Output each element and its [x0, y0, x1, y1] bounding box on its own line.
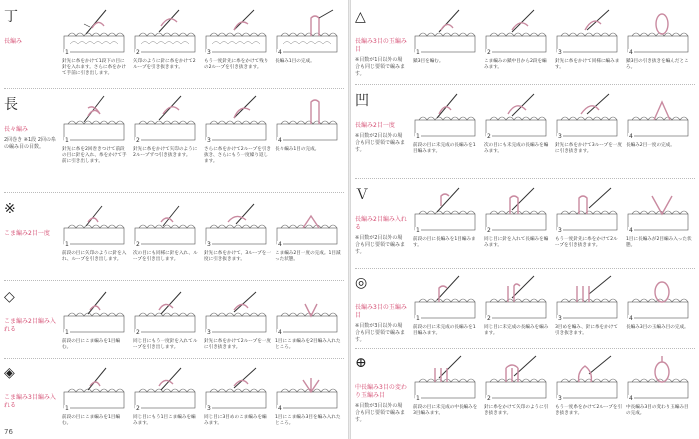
stitch-note: ※目数が2目以外の場合も同じ要領で編みます。	[355, 133, 406, 153]
crochet-illustration	[555, 6, 622, 56]
step-caption: 前段の目に未完成の中長編みを3目編みます。	[413, 405, 478, 417]
step-number: 2	[136, 405, 140, 412]
step-caption: 3目めを編み、針に糸をかけて引き抜きます。	[555, 325, 618, 337]
stitch-note: ※目数が3目以外の場合も同じ要領で編みます。	[355, 323, 406, 343]
step	[413, 6, 480, 71]
step	[204, 198, 271, 263]
step-caption: 鎖3目の引き抜きを編んだところ。	[626, 59, 689, 71]
left-page	[0, 0, 348, 439]
crochet-illustration	[204, 6, 271, 56]
stitch-glyph: ※	[4, 201, 16, 217]
step	[626, 6, 693, 71]
step	[275, 94, 342, 166]
crochet-illustration	[133, 94, 200, 144]
step-number: 4	[629, 227, 633, 234]
step-caption: 針先に糸をかけて3ループを一度に引き抜きます。	[555, 143, 623, 155]
stitch-name: 中長編み3目の変わり玉編み目	[355, 384, 407, 399]
step-caption: 矢印のように針に糸をかけて2ループを引き抜きます。	[133, 59, 196, 71]
step-caption: 長編み3目の玉編み目の完成。	[626, 325, 689, 330]
step-caption: 前段の目に未完成の長編みを1目編みます。	[413, 325, 476, 337]
step-caption: 針先に糸を2回巻きつけて前段の目に針を入れ、糸をかけて手前に引き出します。	[62, 147, 127, 165]
stitch-name: こま編み2目一度	[4, 230, 50, 237]
step-caption: こま編み2目一度の完成。1目減った状態。	[275, 251, 341, 263]
step-number: 3	[558, 227, 562, 234]
stitch-glyph: ◈	[4, 365, 15, 381]
crochet-illustration	[413, 90, 480, 140]
crochet-illustration	[133, 286, 200, 336]
step	[204, 362, 271, 427]
step-caption: 同じ目に未完成の長編みを編みます。	[484, 325, 549, 337]
stitch-row	[351, 88, 699, 176]
step-caption: もう一度針先に糸をかけて残りの2ループを引き抜きます。	[204, 59, 269, 71]
step	[133, 6, 200, 78]
step-number: 1	[65, 49, 69, 56]
crochet-illustration	[62, 286, 129, 336]
crochet-illustration	[204, 198, 271, 248]
crochet-illustration	[133, 6, 200, 56]
stitch-name: 長編み3目の玉編み目	[355, 304, 407, 319]
step	[484, 6, 551, 71]
step-caption: 前段の目にこま編みを1目編む。	[62, 339, 121, 351]
stitch-note: ※目数が1目以外の場合も同じ要領で編みます。	[355, 57, 406, 77]
crochet-illustration	[555, 352, 622, 402]
crochet-illustration	[204, 94, 271, 144]
step-caption: 1目にこま編み3目を編み入れたところ。	[275, 415, 341, 427]
step-caption: 針先に糸をかけて同様に編みます。	[555, 59, 620, 71]
divider	[4, 358, 344, 359]
crochet-illustration	[484, 90, 551, 140]
step-caption: もう一度針先に糸をかけて2ループを引き抜きます。	[555, 237, 618, 249]
stitch-row	[351, 4, 699, 84]
stitch-symbol	[4, 290, 56, 334]
step-number: 3	[558, 133, 562, 140]
step-number: 1	[416, 49, 420, 56]
stitch-glyph: ⊕	[355, 355, 367, 371]
divider	[4, 88, 344, 89]
crochet-illustration	[62, 94, 129, 144]
step-number: 2	[487, 133, 491, 140]
step	[275, 286, 342, 351]
step	[484, 352, 551, 417]
step-number: 3	[207, 49, 211, 56]
step	[555, 272, 622, 337]
step-number: 1	[416, 227, 420, 234]
step-number: 4	[629, 133, 633, 140]
step-number: 4	[278, 49, 282, 56]
step-caption: 同じ目に3目めのこま編みを編みます。	[204, 415, 267, 427]
step	[413, 352, 480, 417]
step-number: 1	[416, 315, 420, 322]
step-number: 2	[136, 329, 140, 336]
step-number: 3	[558, 315, 562, 322]
stitch-note: ※目数が3目以外の場合も同じ要領で編みます。	[355, 403, 406, 423]
crochet-illustration	[413, 184, 480, 234]
step-number: 1	[65, 137, 69, 144]
step-number: 4	[278, 405, 282, 412]
step-caption: 次の目にも未完成の長編みを編みます。	[484, 143, 549, 155]
step	[626, 272, 693, 337]
step-number: 1	[65, 405, 69, 412]
stitch-row	[0, 4, 348, 84]
step-caption: こま編みの鎖中目から2段を編みます。	[484, 59, 547, 71]
step-caption: さらに糸をかけて2ループを引き抜き、さらにもう一度繰り返します。	[204, 147, 272, 165]
step	[484, 272, 551, 337]
step-caption: 針先に糸をかけて1段下の目に針を入れます。さらに糸をかけて手前に引き出します。	[62, 59, 126, 77]
step	[275, 198, 342, 263]
step-number: 2	[487, 315, 491, 322]
step-caption: 長編み2目一度の完成。	[626, 143, 675, 148]
crochet-illustration	[413, 272, 480, 322]
step-caption: 針先に糸をかけて、3ループを一度に引き抜きます。	[204, 251, 271, 263]
step	[204, 286, 271, 351]
step	[555, 90, 622, 155]
crochet-illustration	[133, 198, 200, 248]
stitch-row	[351, 182, 699, 268]
crochet-illustration	[626, 352, 693, 402]
step	[626, 352, 693, 417]
step-number: 2	[136, 49, 140, 56]
crochet-illustration	[204, 362, 271, 412]
step	[555, 352, 622, 417]
stitch-note: ※目数が2目以外の場合も同じ要領で編みます。	[355, 235, 406, 255]
divider	[355, 348, 695, 349]
divider	[355, 84, 695, 85]
step-caption: 同じ目に針を入れて長編みを編みます。	[484, 237, 549, 249]
stitch-name: こま編み2目編み入れる	[4, 318, 56, 333]
step-caption: 前段の目に矢印のように針を入れ、ループを引き出します。	[62, 251, 127, 263]
stitch-glyph: △	[355, 9, 366, 25]
step	[484, 184, 551, 249]
stitch-glyph: Ｖ	[355, 187, 369, 203]
step-number: 4	[278, 329, 282, 336]
step-number: 2	[487, 227, 491, 234]
step-caption: 前段の目に長編みを1目編みます。	[413, 237, 476, 249]
step	[626, 90, 693, 155]
crochet-illustration	[275, 198, 342, 248]
crochet-illustration	[62, 198, 129, 248]
step-caption: 鎖3目を編む。	[413, 59, 444, 64]
stitch-name: 長々編み	[4, 126, 29, 133]
stitch-glyph: 長	[4, 97, 18, 113]
step-number: 3	[207, 329, 211, 336]
stitch-symbol	[355, 276, 407, 344]
crochet-illustration	[555, 90, 622, 140]
step-number: 3	[558, 49, 562, 56]
stitch-name: 長編み	[4, 38, 23, 45]
crochet-illustration	[275, 6, 342, 56]
step-caption: 前段の目にこま編みを1目編む。	[62, 415, 121, 427]
step-caption: 長編み1目の完成。	[275, 59, 315, 64]
step	[133, 362, 200, 427]
step-number: 3	[207, 137, 211, 144]
stitch-glyph: 凹	[355, 93, 369, 109]
stitch-row	[351, 270, 699, 350]
crochet-illustration	[555, 184, 622, 234]
crochet-illustration	[484, 184, 551, 234]
stitch-symbol	[4, 202, 56, 238]
step-number: 2	[136, 241, 140, 248]
crochet-illustration	[275, 94, 342, 144]
crochet-illustration	[133, 362, 200, 412]
step-caption: 1目に長編みが2目編み入った状態。	[626, 237, 692, 249]
divider	[355, 178, 695, 179]
step-caption: 針先に糸をかけて2ループを一度に引き抜きます。	[204, 339, 272, 351]
stitch-glyph: 丁	[4, 9, 18, 25]
step	[275, 6, 342, 78]
divider	[4, 280, 344, 281]
step-number: 2	[487, 49, 491, 56]
step-caption: 針に糸をかけて矢印のように引き抜きます。	[484, 405, 549, 417]
page-number: 76	[4, 428, 13, 436]
step-number: 3	[207, 405, 211, 412]
stitch-symbol	[355, 188, 407, 256]
step-number: 1	[416, 133, 420, 140]
step	[133, 94, 200, 166]
crochet-illustration	[275, 362, 342, 412]
step	[133, 286, 200, 351]
crochet-illustration	[484, 6, 551, 56]
crochet-illustration	[626, 90, 693, 140]
step	[413, 272, 480, 337]
step	[555, 6, 622, 71]
step-number: 4	[278, 241, 282, 248]
step-number: 1	[65, 329, 69, 336]
stitch-row	[0, 92, 348, 182]
crochet-illustration	[626, 6, 693, 56]
crochet-illustration	[626, 184, 693, 234]
step-number: 1	[416, 395, 420, 402]
stitch-name: こま編み3目編み入れる	[4, 394, 56, 409]
stitch-name: 長編み3目の玉編み目	[355, 38, 407, 53]
crochet-illustration	[62, 362, 129, 412]
stitch-symbol	[4, 366, 56, 410]
step-caption: 同じ目にもう1目こま編みを編みます。	[133, 415, 196, 427]
step-number: 1	[65, 241, 69, 248]
step-caption: もう一度糸をかけて2ループを引き抜きます。	[555, 405, 623, 417]
stitch-symbol	[355, 10, 407, 78]
step-number: 2	[487, 395, 491, 402]
step-number: 3	[207, 241, 211, 248]
stitch-row	[0, 284, 348, 356]
divider	[355, 268, 695, 269]
step	[204, 94, 271, 166]
stitch-glyph: ◇	[4, 289, 15, 305]
step	[204, 6, 271, 78]
step-caption: 長々編み1目の完成。	[275, 147, 320, 152]
crochet-illustration	[484, 352, 551, 402]
crochet-illustration	[413, 6, 480, 56]
step-number: 4	[629, 315, 633, 322]
crochet-illustration	[484, 272, 551, 322]
step-caption: 次の目にも同様に針を入れ、ループを引き出します。	[133, 251, 198, 263]
step-number: 4	[629, 395, 633, 402]
crochet-illustration	[62, 6, 129, 56]
stitch-note: 2回巻き ※1段 2回の糸の編み目の目数。	[4, 137, 56, 150]
step	[62, 6, 129, 78]
step	[413, 184, 480, 249]
crochet-illustration	[275, 286, 342, 336]
step	[133, 198, 200, 263]
step-caption: 針先に糸をかけて矢印のように2ループずつ引き抜きます。	[133, 147, 198, 159]
step	[626, 184, 693, 249]
crochet-illustration	[626, 272, 693, 322]
stitch-symbol	[355, 94, 407, 154]
stitch-name: 長編み2目編み入れる	[355, 216, 407, 231]
step-caption: 同じ目にもう一度針を入れてループを引き出します。	[133, 339, 198, 351]
stitch-row	[0, 196, 348, 276]
step-number: 2	[136, 137, 140, 144]
divider	[4, 192, 344, 193]
crochet-illustration	[555, 272, 622, 322]
crochet-illustration	[204, 286, 271, 336]
step-caption: 前段の目に未完成の長編みを1目編みます。	[413, 143, 476, 155]
step-number: 3	[558, 395, 562, 402]
stitch-symbol	[355, 356, 407, 424]
stitch-symbol	[4, 98, 56, 151]
step	[62, 94, 129, 166]
step-number: 4	[278, 137, 282, 144]
stitch-row	[351, 350, 699, 436]
step	[62, 362, 129, 427]
step	[484, 90, 551, 155]
step-caption: 中長編み3目の変わり玉編み目の完成。	[626, 405, 689, 417]
stitch-symbol	[4, 10, 56, 46]
right-page	[351, 0, 699, 439]
step	[62, 198, 129, 263]
crochet-illustration	[413, 352, 480, 402]
step	[275, 362, 342, 427]
stitch-glyph: ◎	[355, 275, 368, 291]
step-caption: 1目にこま編みを2目編み入れたところ。	[275, 339, 341, 351]
step-number: 4	[629, 49, 633, 56]
step	[62, 286, 129, 351]
stitch-name: 長編み2目一度	[355, 122, 395, 129]
step	[413, 90, 480, 155]
step	[555, 184, 622, 249]
stitch-row	[0, 360, 348, 432]
